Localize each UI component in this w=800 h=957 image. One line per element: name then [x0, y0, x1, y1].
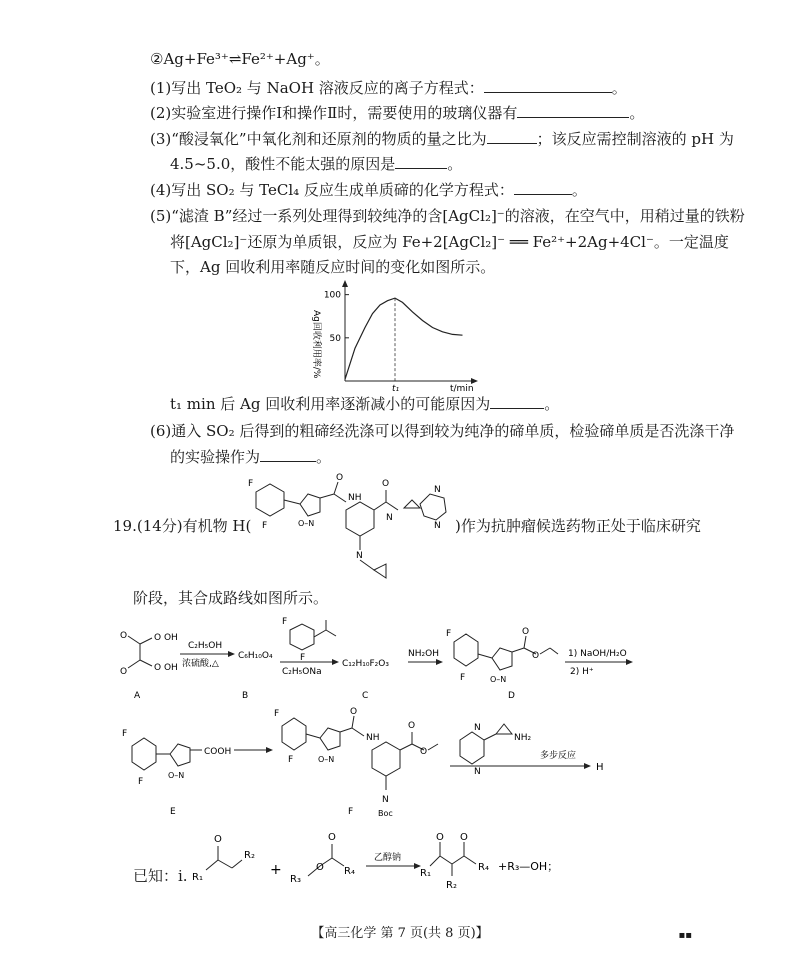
atom-f: F — [262, 521, 268, 531]
period: 。 — [316, 448, 332, 466]
isoxazole-o-n: O–N — [490, 675, 507, 684]
compound-h-structure — [236, 470, 456, 588]
amide-n: N — [386, 513, 393, 523]
question-5 — [150, 206, 745, 226]
label-c: C — [362, 691, 369, 701]
question-3-cont — [170, 154, 462, 174]
question-6-text-b: 的实验操作为 — [170, 448, 261, 466]
question-3-text-a: (3)“酸浸氧化”中氧化剂和还原剂的物质的量之比为 — [150, 130, 487, 148]
piperidine-n: N — [382, 795, 389, 805]
period: 。 — [544, 395, 560, 413]
reagent-sodium-ethoxide: 乙醇钠 — [374, 853, 402, 863]
arrow-head — [584, 763, 591, 769]
atom-f: F — [122, 729, 128, 739]
ag-recovery-chart — [290, 278, 510, 394]
arrow-head — [436, 659, 443, 665]
atom-oh: O OH — [154, 663, 178, 673]
x-axis-label: t/min — [450, 384, 474, 394]
reagent-acid-heat: 浓硫酸,△ — [182, 659, 219, 669]
label-f: F — [348, 807, 354, 817]
isoxazole-o-n: O–N — [168, 771, 185, 780]
question-4 — [150, 180, 587, 200]
question-19-cont: )作为抗肿瘤候选药物正处于临床研究 — [455, 517, 701, 535]
pyrimidine-n: N — [474, 767, 481, 777]
boc-group: Boc — [378, 809, 393, 818]
multistep-reaction: 多步反应 — [540, 751, 577, 761]
arrow-head — [228, 651, 235, 657]
carboxyl-group: COOH — [204, 747, 232, 757]
period: 。 — [571, 181, 587, 199]
answer-blank[interactable] — [517, 103, 629, 118]
group-r1: R₁ — [192, 872, 203, 883]
atom-f: F — [248, 479, 254, 489]
question-5-reason: t₁ min 后 Ag 回收利用率逐渐减小的可能原因为 — [170, 395, 491, 413]
atom-o: O — [522, 627, 530, 637]
amide-nh: NH — [366, 733, 380, 743]
question-5-line3 — [170, 257, 495, 277]
atom-o: O — [336, 473, 344, 483]
reagent-naoh: 1) NaOH/H₂O — [568, 649, 627, 659]
period: 。 — [629, 104, 645, 122]
question-3 — [150, 129, 734, 149]
question-3-text-b: ；该反应需控制溶液的 pH 为 — [536, 130, 734, 148]
question-5-reaction: 将[AgCl₂]⁻还原为单质银，反应为 Fe+2[AgCl₂]⁻ ══ Fe²⁺+2Ag+4Cl⁻。一定温度 — [170, 233, 729, 251]
atom-o: O — [382, 479, 390, 489]
synthesis-scheme-row-1 — [110, 614, 670, 704]
question-6-text: (6)通入 SO₂ 后得到的粗碲经洗涤可以得到较为纯净的碲单质，检验碲单质是否洗涤干净 — [150, 422, 735, 440]
atom-o: O — [436, 832, 444, 843]
question-19-b — [455, 516, 701, 536]
reagent-ethanol: C₂H₅OH — [188, 641, 223, 651]
question-19-route-intro: 阶段，其合成路线如图所示。 — [133, 589, 329, 607]
known-reaction-label: 已知：ⅰ. — [133, 867, 188, 885]
arrow-head — [332, 659, 339, 665]
atom-oh: O OH — [154, 633, 178, 643]
question-2-text: (2)实验室进行操作Ⅰ和操作Ⅱ时，需要使用的玻璃仪器有 — [150, 104, 518, 122]
atom-o: O — [532, 651, 540, 661]
question-6-line2 — [170, 447, 331, 467]
question-5-end — [170, 394, 559, 414]
group-r2: R₂ — [446, 880, 457, 891]
series-line-ag-recovery — [345, 298, 463, 379]
y-tick-label: 100 — [323, 290, 341, 301]
atom-f: F — [282, 617, 288, 627]
label-e: E — [170, 807, 176, 817]
corner-mark-text: ▪▪ — [678, 930, 692, 941]
question-1-text: (1)写出 TeO₂ 与 NaOH 溶液反应的离子方程式： — [150, 79, 484, 97]
atom-f: F — [460, 673, 466, 683]
isoxazole-o-n: O–N — [318, 755, 335, 764]
answer-blank[interactable] — [395, 154, 447, 169]
footer-text: 【高三化学 第 7 页(共 8 页)】 — [311, 926, 489, 941]
known-label — [133, 866, 188, 886]
pyrimidine-n: N — [434, 485, 441, 495]
y-axis-arrow — [342, 280, 348, 287]
atom-o: O — [120, 631, 128, 641]
question-3-text-c: 4.5~5.0，酸性不能太强的原因是 — [170, 155, 396, 173]
atom-f: F — [446, 629, 452, 639]
plus-sign: + — [270, 862, 282, 878]
amine-nh2: NH₂ — [514, 733, 532, 743]
question-5-line2 — [170, 232, 729, 252]
atom-o: O — [214, 834, 222, 845]
isoxazole-o-n: O–N — [298, 519, 315, 528]
group-r1: R₁ — [420, 868, 431, 879]
question-5-figure-intro: 下，Ag 回收利用率随反应时间的变化如图所示。 — [170, 258, 496, 276]
pyrimidine-n: N — [434, 521, 441, 531]
formula-b: C₆H₁₀O₄ — [238, 651, 273, 661]
answer-blank[interactable] — [487, 129, 537, 144]
label-d: D — [508, 691, 515, 701]
reagent-acid: 2) H⁺ — [570, 667, 594, 677]
atom-f: F — [288, 755, 294, 765]
known-reaction-scheme — [190, 830, 610, 900]
formula-c: C₁₂H₁₀F₂O₃ — [342, 659, 389, 669]
question-1 — [150, 78, 627, 98]
atom-o: O — [408, 721, 416, 731]
question-19-a — [113, 516, 251, 536]
reagent-hydroxylamine: NH₂OH — [408, 649, 439, 659]
atom-f: F — [138, 777, 144, 787]
label-a: A — [134, 691, 141, 701]
atom-o: O — [460, 832, 468, 843]
byproduct-alcohol: +R₃—OH； — [498, 860, 559, 873]
answer-blank[interactable] — [490, 394, 544, 409]
y-axis-label: Ag回收利用率/% — [311, 310, 321, 379]
answer-blank[interactable] — [260, 447, 316, 462]
y-tick-label: 50 — [329, 333, 341, 344]
amide-nh: NH — [348, 493, 362, 503]
x-tick-label-t1: t₁ — [392, 384, 400, 394]
group-r3: R₃ — [290, 874, 301, 885]
product-h: H — [596, 762, 604, 773]
text-line-1 — [150, 49, 330, 69]
equation-ag-fe: ②Ag+Fe³⁺⇌Fe²⁺+Ag⁺。 — [150, 50, 330, 68]
group-r4: R₄ — [478, 862, 489, 873]
atom-o: O — [120, 667, 128, 677]
reagent-sodium-ethoxide: C₂H₅ONa — [282, 667, 322, 677]
atom-o: O — [328, 832, 336, 843]
atom-f: F — [300, 653, 306, 663]
period: 。 — [611, 79, 627, 97]
question-6 — [150, 421, 734, 441]
label-b: B — [242, 691, 249, 701]
atom-o: O — [420, 747, 428, 757]
question-4-text: (4)写出 SO₂ 与 TeCl₄ 反应生成单质碲的化学方程式： — [150, 181, 514, 199]
corner-mark — [678, 930, 692, 941]
pyrimidine-n: N — [474, 723, 481, 733]
question-19-intro: 19.(14分)有机物 H( — [113, 517, 252, 535]
group-r2: R₂ — [244, 850, 255, 861]
period: 。 — [447, 155, 463, 173]
atom-o: O — [316, 862, 324, 873]
arrow-head — [626, 659, 633, 665]
question-5-text: (5)“滤渣 B”经过一系列处理得到较纯净的含[AgCl₂]⁻的溶液，在空气中，用稍过量的铁粉 — [150, 207, 745, 225]
question-2 — [150, 103, 644, 123]
synthesis-scheme-row-2 — [110, 706, 670, 826]
atom-f: F — [274, 709, 280, 719]
answer-blank[interactable] — [514, 180, 572, 195]
answer-blank[interactable] — [484, 78, 612, 93]
group-r4: R₄ — [344, 866, 355, 877]
question-19-line2 — [133, 588, 328, 608]
arrow-head — [266, 747, 273, 753]
atom-o: O — [350, 707, 358, 717]
piperidine-n: N — [356, 551, 363, 561]
